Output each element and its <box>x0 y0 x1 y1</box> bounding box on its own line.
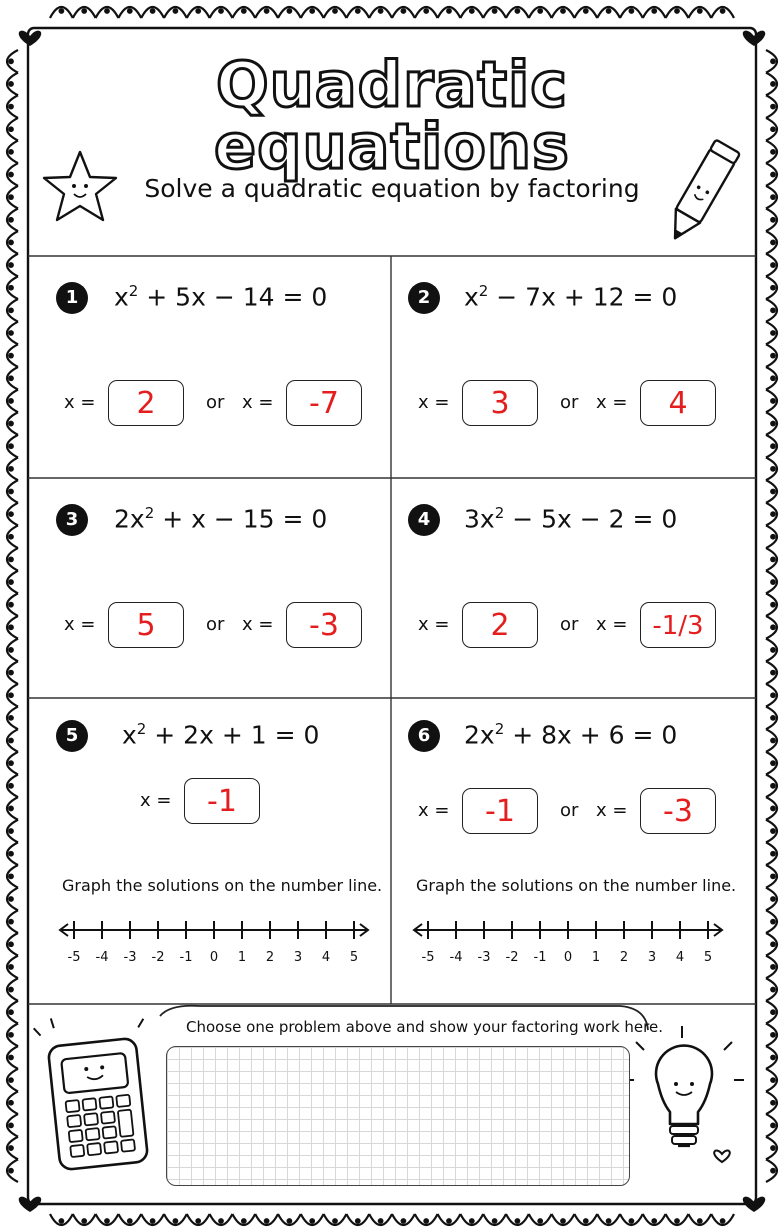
x-label: x = <box>418 800 450 821</box>
scallop-dot <box>9 920 13 924</box>
scallop-dot <box>771 399 775 403</box>
or-label: or <box>560 392 579 413</box>
scallop-dot <box>771 195 775 199</box>
scallop-dot <box>771 671 775 675</box>
problem-number-badge: 3 <box>56 504 88 536</box>
scallop-dot <box>771 920 775 924</box>
scallop-dot <box>128 1219 132 1223</box>
scallop-dot <box>9 286 13 290</box>
scallop-dot <box>771 376 775 380</box>
scallop-dot <box>771 263 775 267</box>
scallop-dot <box>265 1219 269 1223</box>
tick-label: -3 <box>123 950 137 965</box>
scallop-dot <box>9 173 13 177</box>
problem-equation: $2x^2 + 8x + 6 = 0$ <box>464 720 678 750</box>
answer-box[interactable]: 2 <box>108 380 184 426</box>
scallop-dot <box>771 127 775 131</box>
scallop-dot <box>402 1219 406 1223</box>
scallop-dot <box>771 716 775 720</box>
scallop-dot <box>60 9 64 13</box>
scallop-dot <box>333 9 337 13</box>
tick-label: -4 <box>449 950 463 965</box>
scallop-dot <box>174 1219 178 1223</box>
answer-box[interactable]: -1 <box>462 788 538 834</box>
scallop-dot <box>721 9 725 13</box>
scallop-dot <box>9 309 13 313</box>
scallop-dot <box>288 9 292 13</box>
problem-equation: $x^2 - 7x + 12 = 0$ <box>464 282 678 312</box>
scallop-dot <box>9 490 13 494</box>
corner-heart-icon <box>743 1197 765 1212</box>
tick-label: 0 <box>209 950 219 965</box>
scallop-dot <box>652 9 656 13</box>
scallop-dot <box>379 9 383 13</box>
scallop-dot <box>771 965 775 969</box>
scallop-dot <box>9 988 13 992</box>
x-label: x = <box>140 790 172 811</box>
scallop-dot <box>771 309 775 313</box>
number-line <box>414 921 722 939</box>
scallop-dot <box>698 9 702 13</box>
scallop-dot <box>516 9 520 13</box>
scallop-dot <box>9 105 13 109</box>
scallop-dot <box>771 1010 775 1014</box>
scallop-dot <box>242 1219 246 1223</box>
scallop-dot <box>9 671 13 675</box>
tick-label: 2 <box>619 950 629 965</box>
scallop-dot <box>493 9 497 13</box>
scallop-dot <box>151 1219 155 1223</box>
scallop-dot <box>356 1219 360 1223</box>
scallop-dot <box>242 9 246 13</box>
or-label: or <box>560 800 579 821</box>
scallop-dot <box>9 558 13 562</box>
scallop-dot <box>105 1219 109 1223</box>
scallop-dot <box>9 1101 13 1105</box>
scallop-dot <box>9 60 13 64</box>
scallop-dot <box>9 716 13 720</box>
graph-instruction: Graph the solutions on the number line. <box>416 876 737 895</box>
scallop-dot <box>9 1124 13 1128</box>
scallop-dot <box>771 512 775 516</box>
scallop-dot <box>9 376 13 380</box>
scallop-dot <box>219 9 223 13</box>
scallop-dot <box>771 1078 775 1082</box>
scallop-dot <box>310 1219 314 1223</box>
or-label: or <box>206 614 225 635</box>
tick-label: -1 <box>179 950 193 965</box>
problem-number-badge: 5 <box>56 720 88 752</box>
scallop-dot <box>424 1219 428 1223</box>
scallop-dot <box>493 1219 497 1223</box>
scallop-dot <box>771 467 775 471</box>
scallop-dot <box>771 1101 775 1105</box>
scallop-dot <box>60 1219 64 1223</box>
scallop-dot <box>105 9 109 13</box>
scallop-dot <box>561 9 565 13</box>
scallop-dot <box>771 580 775 584</box>
scallop-dot <box>9 241 13 245</box>
tick-label: -5 <box>67 950 81 965</box>
tick-label: -1 <box>533 950 547 965</box>
scallop-dot <box>9 693 13 697</box>
tick-label: 3 <box>647 950 657 965</box>
answer-box[interactable]: -1 <box>184 778 260 824</box>
scallop-dot <box>771 354 775 358</box>
scallop-dot <box>9 875 13 879</box>
scallop-dot <box>771 60 775 64</box>
scallop-dot <box>771 988 775 992</box>
tick-label: 0 <box>563 950 573 965</box>
tick-label: 4 <box>321 950 331 965</box>
problem-number-badge: 4 <box>408 504 440 536</box>
scallop-dot <box>771 829 775 833</box>
scallop-dot <box>771 1033 775 1037</box>
lightbulb-icon <box>624 1026 744 1146</box>
scallop-dot <box>82 1219 86 1223</box>
scallop-dot <box>538 1219 542 1223</box>
scallop-dot <box>288 1219 292 1223</box>
scallop-dot <box>174 9 178 13</box>
x-label: x = <box>418 614 450 635</box>
scallop-dot <box>771 897 775 901</box>
or-label: or <box>560 614 579 635</box>
scallop-dot <box>9 942 13 946</box>
scallop-dot <box>9 512 13 516</box>
scallop-dot <box>771 173 775 177</box>
scallop-dot <box>771 558 775 562</box>
scallop-dot <box>9 897 13 901</box>
scallop-dot <box>652 1219 656 1223</box>
problem-number-badge: 1 <box>56 282 88 314</box>
corner-heart-icon <box>19 31 41 46</box>
scallop-dot <box>771 626 775 630</box>
scallop-dot <box>9 1146 13 1150</box>
scallop-dot <box>447 9 451 13</box>
scallop-dot <box>196 1219 200 1223</box>
scallop-dot <box>771 807 775 811</box>
tick-label: 1 <box>237 950 247 965</box>
scallop-dot <box>9 195 13 199</box>
scallop-dot <box>771 693 775 697</box>
scallop-dot <box>630 1219 634 1223</box>
scallop-dot <box>9 535 13 539</box>
scallop-dot <box>470 1219 474 1223</box>
scallop-dot <box>9 82 13 86</box>
problem-number-badge: 2 <box>408 282 440 314</box>
scallop-dot <box>9 1056 13 1060</box>
scallop-dot <box>675 1219 679 1223</box>
scallop-dot <box>9 150 13 154</box>
tick-label: -4 <box>95 950 109 965</box>
scallop-dot <box>9 761 13 765</box>
scallop-dot <box>771 241 775 245</box>
graph-instruction: Graph the solutions on the number line. <box>62 876 383 895</box>
heart-icon <box>714 1150 730 1162</box>
scallop-dot <box>516 1219 520 1223</box>
x-label: x = <box>596 800 628 821</box>
scallop-dot <box>9 331 13 335</box>
scallop-dot <box>771 444 775 448</box>
scallop-dot <box>771 150 775 154</box>
scallop-dot <box>196 9 200 13</box>
scallop-dot <box>9 784 13 788</box>
corner-heart-icon <box>19 1197 41 1212</box>
scallop-dot <box>470 9 474 13</box>
scallop-dot <box>771 105 775 109</box>
scallop-dot <box>771 942 775 946</box>
scallop-dot <box>584 1219 588 1223</box>
scallop-dot <box>698 1219 702 1223</box>
scallop-dot <box>9 218 13 222</box>
scallop-dot <box>151 9 155 13</box>
x-label: x = <box>64 392 96 413</box>
scallop-dot <box>447 1219 451 1223</box>
scallop-dot <box>424 9 428 13</box>
scallop-dot <box>771 603 775 607</box>
tick-label: 4 <box>675 950 685 965</box>
scallop-dot <box>9 467 13 471</box>
x-label: x = <box>418 392 450 413</box>
scallop-dot <box>265 9 269 13</box>
x-label: x = <box>242 614 274 635</box>
scallop-dot <box>771 852 775 856</box>
answer-box[interactable]: 5 <box>108 602 184 648</box>
scallop-dot <box>771 761 775 765</box>
scallop-dot <box>607 1219 611 1223</box>
scallop-dot <box>538 9 542 13</box>
answer-box[interactable]: -3 <box>286 602 362 648</box>
corner-heart-icon <box>743 31 765 46</box>
scallop-dot <box>82 9 86 13</box>
tick-label: 1 <box>591 950 601 965</box>
calculator-icon <box>33 1009 158 1172</box>
scallop-dot <box>561 1219 565 1223</box>
worksheet-subtitle: Solve a quadratic equation by factoring <box>144 174 640 203</box>
answer-box[interactable]: -7 <box>286 380 362 426</box>
scallop-dot <box>9 965 13 969</box>
problem-equation: $x^2 + 5x - 14 = 0$ <box>114 282 328 312</box>
number-line <box>60 921 368 939</box>
scallop-dot <box>675 9 679 13</box>
tick-label: 5 <box>703 950 713 965</box>
scallop-dot <box>9 829 13 833</box>
scallop-dot <box>771 535 775 539</box>
tick-label: 2 <box>265 950 275 965</box>
scallop-dot <box>771 739 775 743</box>
tick-label: 3 <box>293 950 303 965</box>
scallop-dot <box>9 1010 13 1014</box>
scallop-dot <box>128 9 132 13</box>
scallop-dot <box>771 218 775 222</box>
scallop-dot <box>310 9 314 13</box>
scallop-dot <box>333 1219 337 1223</box>
tick-label: -2 <box>151 950 165 965</box>
scallop-dot <box>356 9 360 13</box>
answer-box[interactable]: 3 <box>462 380 538 426</box>
scallop-dot <box>9 127 13 131</box>
scallop-dot <box>9 1078 13 1082</box>
scallop-dot <box>9 739 13 743</box>
answer-box[interactable]: -3 <box>640 788 716 834</box>
x-label: x = <box>64 614 96 635</box>
tick-label: 5 <box>349 950 359 965</box>
scallop-dot <box>379 1219 383 1223</box>
scallop-dot <box>630 9 634 13</box>
scallop-dot <box>771 82 775 86</box>
tick-label: -5 <box>421 950 435 965</box>
work-area-grid[interactable] <box>166 1046 630 1186</box>
scallop-dot <box>9 603 13 607</box>
scallop-dot <box>9 354 13 358</box>
scallop-dot <box>771 1124 775 1128</box>
scallop-dot <box>771 1169 775 1173</box>
scallop-dot <box>771 490 775 494</box>
scallop-dot <box>771 331 775 335</box>
scallop-dot <box>9 852 13 856</box>
scallop-dot <box>9 399 13 403</box>
scallop-dot <box>771 286 775 290</box>
answer-box[interactable]: 4 <box>640 380 716 426</box>
tick-label: -3 <box>477 950 491 965</box>
answer-box[interactable]: -1/3 <box>640 602 716 648</box>
problem-equation: $x^2 + 2x + 1 = 0$ <box>122 720 320 750</box>
or-label: or <box>206 392 225 413</box>
scallop-dot <box>771 1146 775 1150</box>
work-area-instruction: Choose one problem above and show your factoring work here. <box>186 1018 663 1036</box>
scallop-dot <box>9 263 13 267</box>
scallop-dot <box>219 1219 223 1223</box>
x-label: x = <box>596 614 628 635</box>
scallop-dot <box>9 1033 13 1037</box>
scallop-dot <box>402 9 406 13</box>
answer-box[interactable]: 2 <box>462 602 538 648</box>
scallop-dot <box>771 648 775 652</box>
scallop-dot <box>721 1219 725 1223</box>
scallop-dot <box>607 9 611 13</box>
scallop-dot <box>9 580 13 584</box>
scallop-dot <box>771 784 775 788</box>
scallop-dot <box>9 648 13 652</box>
scallop-dot <box>771 1056 775 1060</box>
scallop-dot <box>9 444 13 448</box>
problem-equation: $2x^2 + x - 15 = 0$ <box>114 504 328 534</box>
x-label: x = <box>596 392 628 413</box>
scallop-dot <box>9 422 13 426</box>
scallop-dot <box>9 1169 13 1173</box>
problem-equation: $3x^2 - 5x - 2 = 0$ <box>464 504 678 534</box>
worksheet-title: Quadratic equations <box>214 48 570 183</box>
x-label: x = <box>242 392 274 413</box>
scallop-dot <box>771 875 775 879</box>
scallop-dot <box>771 422 775 426</box>
tick-label: -2 <box>505 950 519 965</box>
scallop-dot <box>9 807 13 811</box>
problem-number-badge: 6 <box>408 720 440 752</box>
scallop-dot <box>9 626 13 630</box>
scallop-dot <box>584 9 588 13</box>
